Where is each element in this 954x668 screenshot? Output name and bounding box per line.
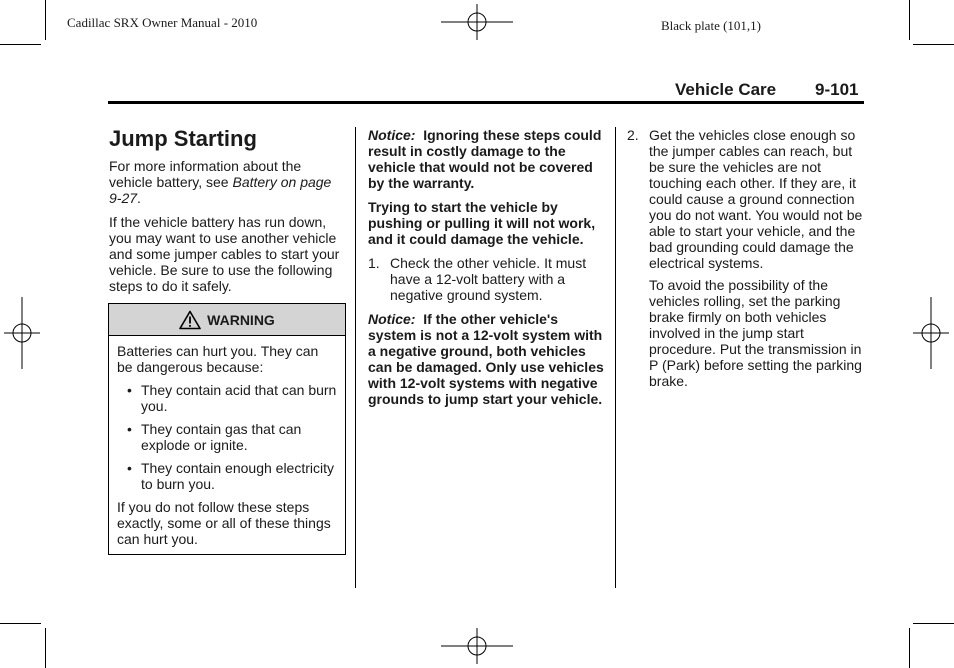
warning-header (109, 304, 345, 336)
section-title: Vehicle Care (675, 80, 777, 99)
warning-label: WARNING (207, 311, 275, 328)
warning-triangle-icon (179, 310, 201, 330)
slug-right: Black plate (101,1) (661, 18, 761, 33)
header-rule (108, 101, 864, 104)
registration-mark-icon (441, 628, 513, 664)
column-divider (615, 127, 616, 588)
page-title: Jump Starting (109, 126, 257, 151)
page-number: 9-101 (815, 80, 859, 99)
list-item: • They contain gas that can explode or ignite. (127, 421, 302, 453)
notice-warranty: Notice: Ignoring these steps could result in costly damage to the vehicle that would not be covered by the warranty. (368, 127, 602, 191)
notice-push-start: Trying to start the vehicle by pushing or pulling it will not work, and it could damage the vehicle. (368, 199, 596, 247)
battery-link[interactable]: Battery on page 9-27 (109, 174, 332, 206)
list-item: • They contain acid that can burn you. (127, 382, 337, 414)
warning-list (117, 382, 337, 492)
warning-outro: If you do not follow these steps exactly, some or all of these things can hurt you. (117, 499, 331, 547)
notice-12-volt: Notice: If the other vehicle's system is not a 12-volt system with a negative ground, both vehicles can be damaged. Only use vehicles with 12-volt systems with negative grounds to jump start your vehicle. (368, 311, 604, 407)
registration-mark-icon (913, 297, 949, 369)
registration-mark-icon (4, 297, 40, 369)
list-item: • They contain enough electricity to burn you. (127, 460, 334, 492)
intro-paragraph: If the vehicle battery has run down, you may want to use another vehicle and some jumper cables to start your vehicle. Be sure to use the following steps to do it safely. (109, 214, 340, 294)
step-2: 2. Get the vehicles close enough so the jumper cables can reach, but be sure the vehicles are not touching each other. If they are, it could cause a ground connection you do not want. You would not be able to start your vehicle, and the bad grounding could damage the electrical systems. (627, 127, 863, 271)
registration-mark-icon (441, 4, 513, 40)
warning-intro: Batteries can hurt you. They can be dangerous because: (117, 343, 319, 375)
step-1: 1. Check the other vehicle. It must have a 12-volt battery with a negative ground system. (368, 255, 587, 303)
column-1 (109, 158, 345, 302)
battery-reference: For more information about the vehicle battery, see Battery on page 9-27. (109, 158, 332, 206)
parking-brake-paragraph: To avoid the possibility of the vehicles rolling, set the parking brake firmly on both vehicles involved in the jump start procedure. Put the transmission in P (Park) before setting the parking brake. (649, 277, 862, 389)
slug-left: Cadillac SRX Owner Manual - 2010 (67, 15, 258, 30)
warning-body (109, 336, 345, 547)
column-3 (627, 127, 863, 397)
column-2 (368, 127, 606, 415)
warning-box (108, 303, 346, 555)
column-divider (355, 127, 356, 588)
